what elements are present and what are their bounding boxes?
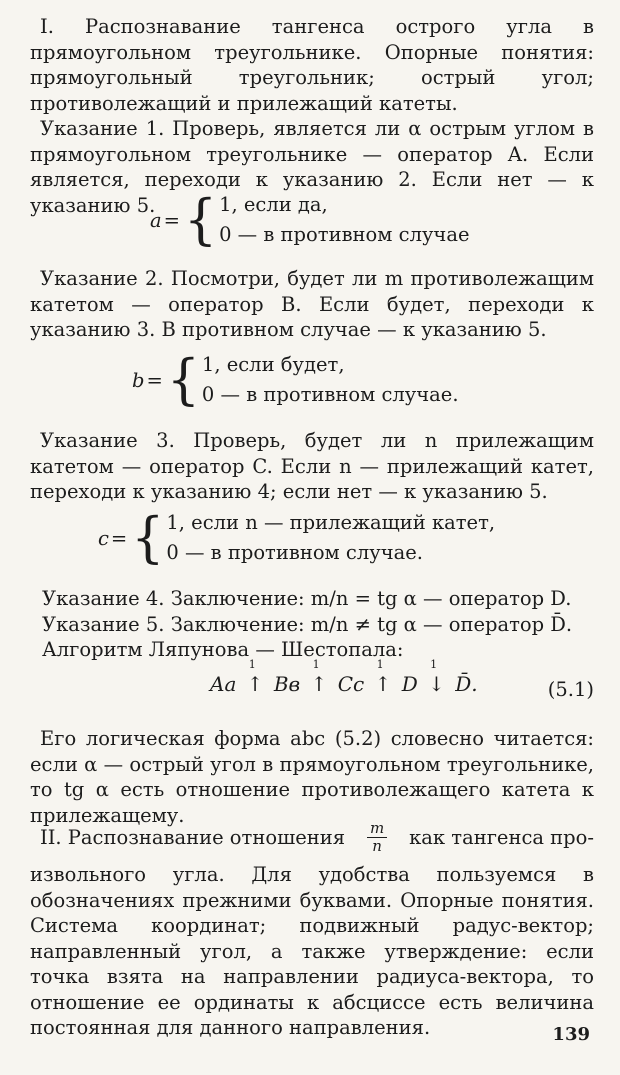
formula-b: [132, 350, 459, 410]
equals-sign: =: [110, 526, 128, 550]
equals-sign: =: [146, 368, 163, 392]
brace-icon: {: [166, 348, 200, 412]
fraction-denominator: n: [372, 837, 382, 855]
algorithm-formula: [210, 658, 478, 696]
hint3-text: Указание 3. Проверь, будет ли n прилежащим катетом — оператор C. Если n — прилежащий катет, переходи к указанию 4; если нет — к указанию 5.: [30, 429, 594, 503]
fraction-m-over-n: [367, 820, 387, 855]
up-arrow-icon: 1 ↑: [374, 658, 392, 696]
formula-a-lhs: a: [150, 208, 162, 232]
hint5-text: Указание 5. Заключение: m/n ≠ tg α — оператор D̄.: [42, 612, 573, 636]
formula-c-lhs: c: [98, 526, 109, 550]
formula-a-case2: 0 — в противном случае: [219, 223, 470, 246]
hint2-block: [30, 266, 594, 343]
formula-b-lhs: b: [132, 368, 145, 392]
logic-paragraph-block: [30, 726, 594, 828]
algo-term-dbar: D̄.: [455, 672, 478, 696]
algo-term-aa: Aa: [210, 672, 237, 696]
formula-a: [150, 190, 469, 250]
up-arrow-icon: 1 ↑: [246, 658, 264, 696]
brace-icon: {: [183, 188, 218, 252]
equals-sign: =: [163, 208, 180, 232]
fraction-numerator: m: [367, 820, 387, 838]
formula-b-case2: 0 — в противном случае.: [201, 383, 459, 406]
up-arrow-icon: 1 ↑: [310, 658, 328, 696]
hint1-text: Указание 1. Проверь, является ли α острым углом в прямоугольном треугольнике — оператор A. Если является, переходи к указанию 2. Если нет — к указанию 5.: [30, 117, 594, 217]
algo-term-cc: Cc: [337, 672, 365, 696]
section1-heading-paragraph: I. Распознавание тангенса острого угла в прямоугольном треугольнике. Опорные понятия: прямоугольный треугольник; острый угол; противолежащий и прилежащий катеты.: [30, 15, 594, 115]
formula-a-case1: 1, если да,: [219, 193, 328, 216]
conclusions-block: [42, 586, 594, 663]
section2-body: [30, 862, 594, 1041]
hint3-block: [30, 428, 594, 505]
formula-c-case1: 1, если n — прилежащий катет,: [166, 511, 496, 534]
section2-lead-tail: как тангенса про-: [409, 825, 594, 849]
algorithm-title: Алгоритм Ляпунова — Шестопала:: [42, 638, 404, 661]
section1-intro: [30, 14, 594, 116]
section2-paragraph: извольного угла. Для удобства пользуемся в обозначениях прежними буквами. Опорные понятия. Система координат; подвижный радус-вектор; направленный угол, а также утверждение: если точка взята на направлении радиуса-вектора, то отношение ее ординаты к абсциссе есть величина постоянная для данного направления.: [30, 863, 594, 1039]
brace-icon: {: [131, 506, 165, 570]
algo-term-d: D: [401, 672, 418, 696]
section2-heading-line: [30, 820, 594, 855]
hint2-text: Указание 2. Посмотри, будет ли m противолежащим катетом — оператор B. Если будет, переходи к указанию 3. В противном случае — к указанию 5.: [30, 267, 594, 341]
algo-term-bv: Bв: [273, 672, 301, 696]
formula-c: [98, 508, 495, 568]
down-arrow-icon: 1 ↓: [428, 658, 445, 696]
logic-paragraph: Его логическая форма abc (5.2) словесно читается: если α — острый угол в прямоугольном треугольнике, то tg α есть отношение противолежащего катета к прилежащему.: [30, 727, 594, 827]
formula-b-case1: 1, если будет,: [201, 353, 345, 376]
page-number: 139: [552, 1024, 590, 1045]
formula-c-case2: 0 — в противном случае.: [166, 541, 423, 564]
equation-number: (5.1): [547, 678, 594, 701]
hint4-text: Указание 4. Заключение: m/n = tg α — оператор D.: [42, 587, 572, 610]
section2-lead: II. Распознавание отношения: [40, 825, 346, 849]
